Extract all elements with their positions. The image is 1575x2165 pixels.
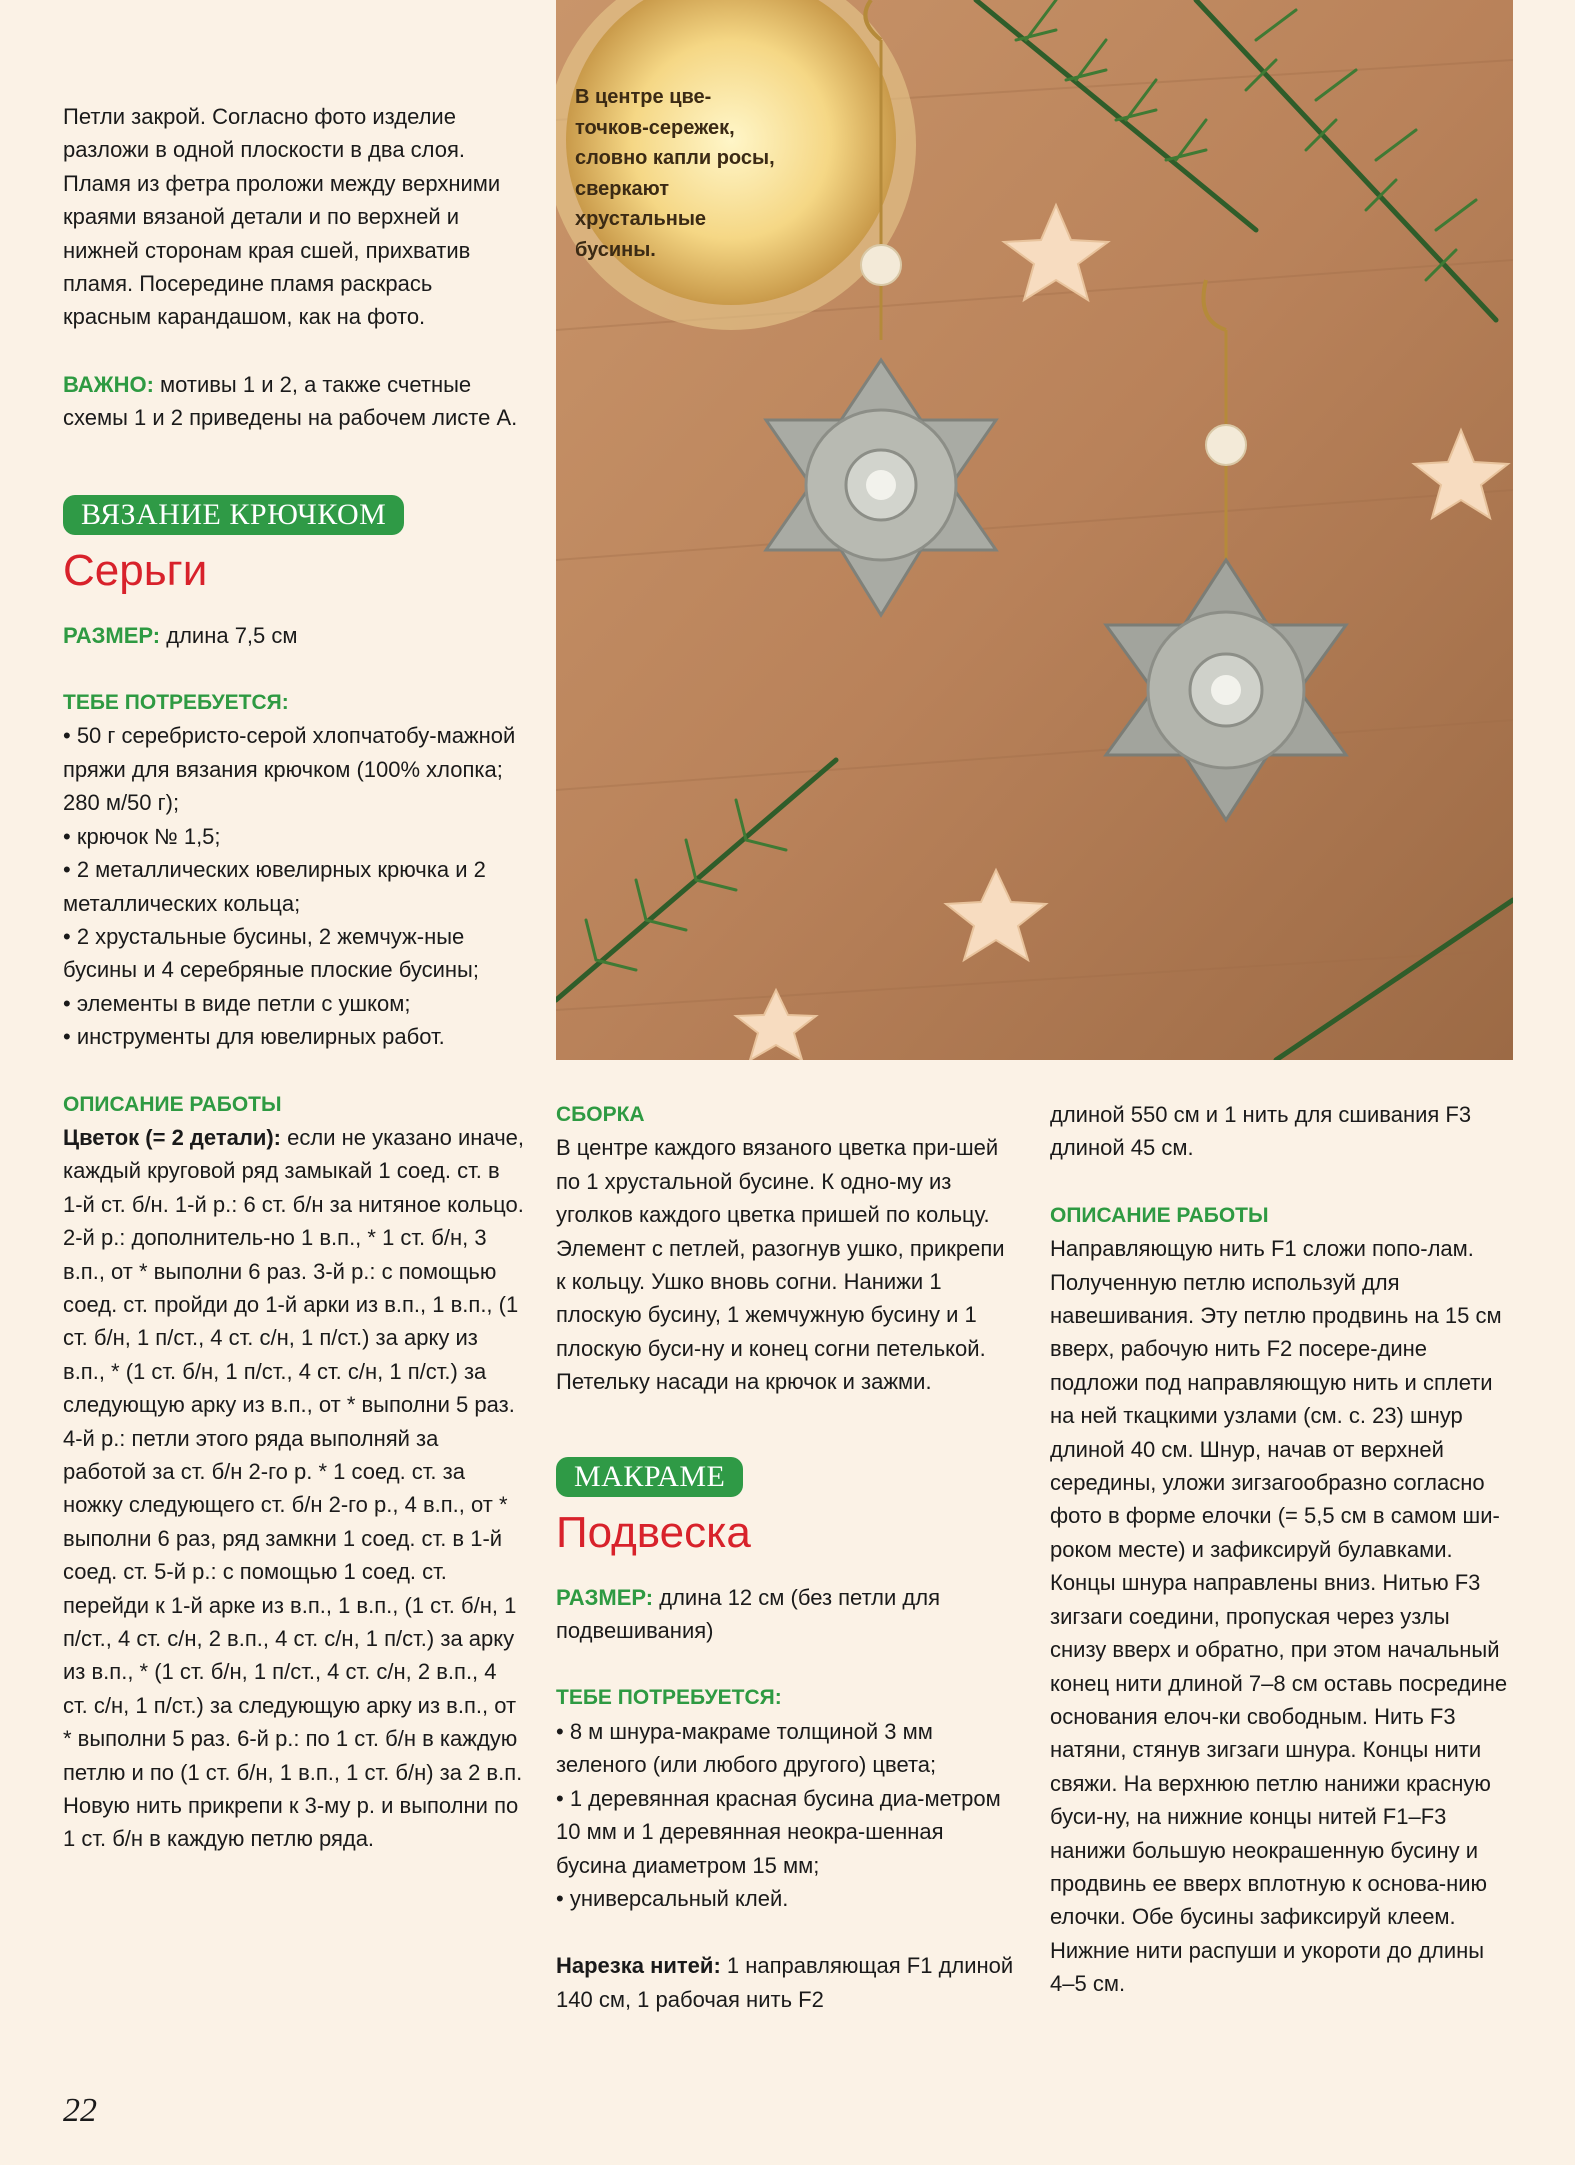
materials-item: • универсальный клей. [556,1885,789,1911]
assembly-heading: СБОРКА [556,1103,645,1126]
section-title-pendant: Подвеска [556,1507,751,1557]
section-title-earrings: Серьги [63,545,208,595]
important-label: ВАЖНО: [63,371,154,397]
important-text: мотивы 1 и 2, а также счетные схемы 1 и 2 приведены на рабочем листе А. [63,371,518,431]
column-middle [556,1098,1018,2016]
materials-item: • 8 м шнура-макраме толщиной 3 мм зеленого (или любого другого) цвета; [556,1718,937,1778]
materials-item: • крючок № 1,5; [63,823,221,849]
materials-item: • 2 металлических ювелирных крючка и 2 металлических кольца; [63,857,486,916]
materials-item: • инструменты для ювелирных работ. [63,1024,445,1050]
size-text: длина 7,5 см [160,622,298,648]
size-label: РАЗМЕР: [556,1584,654,1610]
cut-continuation: длиной 550 см и 1 нить для сшивания F3 длиной 45 см. [1050,1102,1472,1161]
work-bold-lead: Цветок (= 2 детали): [63,1124,282,1150]
work-description [63,1121,525,1856]
materials-heading: ТЕБЕ ПОТРЕБУЕТСЯ: [556,1686,782,1710]
cut-label: Нарезка нитей: [556,1953,721,1979]
photo-caption: В центре цве-точков-сережек, словно капли росы, сверкают хрустальные бусины. [575,86,775,261]
materials-heading: ТЕБЕ ПОТРЕБУЕТСЯ: [63,691,289,715]
cut-text: 1 направляющая F1 длиной 140 см, 1 рабочая нить F2 [556,1953,1014,2012]
column-right [1050,1098,1512,2001]
materials-item: • 1 деревянная красная бусина диа-метром 10 мм и 1 деревянная неокра-шенная бусина диаметром 15 мм; [556,1785,1001,1878]
assembly-text: В центре каждого вязаного цветка при-шей по 1 хрустальной бусине. К одно-му из уголков каждого цветка пришей по кольцу. Элемент с петлей, разогнув ушко, прикрепи к кольцу. Ушко вновь согни. Нанижи 1 плоскую бусину, 1 жемчужную бусину и 1 плоскую буси-ну и конец согни петелькой. Петельку насади на крючок и зажми. [556,1135,1005,1395]
size-line [556,1581,1018,1648]
materials-item: • 50 г серебристо-серой хлопчатобу-мажной пряжи для вязания крючком (100% хлопка; 280 м/50 г); [63,723,516,816]
materials-item: • элементы в виде петли с ушком; [63,990,411,1016]
section-badge-macrame: МАКРАМЕ [556,1457,743,1497]
materials-item: • 2 хрустальные бусины, 2 жемчуж-ные бусины и 4 серебряные плоские бусины; [63,923,479,983]
work-heading: ОПИСАНИЕ РАБОТЫ [63,1092,282,1116]
important-note [63,368,525,435]
size-label: РАЗМЕР: [63,622,161,648]
work-heading: ОПИСАНИЕ РАБОТЫ [1050,1203,1269,1227]
size-text: длина 12 см (без петли для подвешивания) [556,1584,940,1644]
page-number: 22 [63,2092,97,2129]
work-text: если не указано иначе, каждый круговой ряд замыкай 1 соед. ст. в 1-й ст. б/н. 1-й р.: 6 ст. б/н за нитяное кольцо. 2-й р.: дополнитель-но 1 в.п., * 1 ст. б/н, 3 в.п., от * выполни 6 раз. 3-й р.: с помощью соед. ст. пройди до 1-й арки из в.п., 1 в.п., (1 ст. б/н, 1 п/ст., 4 ст. с/н, 1 п/ст.) за арку из в.п., * (1 ст. б/н, 1 п/ст., 4 ст. с/н, 1 п/ст.) за следующую арку из в.п., от * выполни 5 раз. 4-й р.: петли этого ряда выполняй за работой за ст. б/н 2-го р. * 1 соед. ст. за ножку следующего ст. б/н 2-го р., 4 в.п., от * выполни 6 раз, ряд замкни 1 соед. ст. в 1-й соед. ст. 5-й р.: с помощью 1 соед. ст. перейди к 1-й арке из в.п., 1 в.п., (1 ст. б/н, 1 п/ст., 4 ст. с/н, 2 в.п., 4 ст. с/н, 1 п/ст.) за арку из в.п., * (1 ст. б/н, 1 п/ст., 4 ст. с/н, 2 в.п., 4 ст. с/н, 1 п/ст.) за следующую арку из в.п., от * выполни 5 раз. 6-й р.: по 1 ст. б/н в каждую петлю и по (1 ст. б/н, 1 в.п., 1 ст. б/н) за 2 в.п. Новую нить прикрепи к 3-му р. и выполни по 1 ст. б/н в каждую петлю ряда. [63,1124,525,1852]
size-line [63,619,525,652]
intro-paragraph: Петли закрой. Согласно фото изделие разложи в одной плоскости в два слоя. Пламя из фетра проложи между верхними краями вязаной детали и по верхней и нижней сторонам края сшей, прихватив пламя. Посередине пламя раскрась красным карандашом, как на фото. [63,104,501,330]
cut-threads [556,1949,1018,2016]
work-description: Направляющую нить F1 сложи попо-лам. Полученную петлю используй для навешивания. Эту петлю продвинь на 15 см вверх, рабочую нить F2 посере-дине подложи под направляющую нить и сплети на ней ткацкими узлами (см. с. 23) шнур длиной 40 см. Шнур, начав от верхней середины, уложи зигзагообразно согласно фото в форме елочки (= 5,5 см в самом ши-роком месте) и зафиксируй булавками. Концы шнура направлены вниз. Нитью F3 зигзаги соедини, пропуская через узлы снизу вверх и обратно, при этом начальный конец нити длиной 7–8 см оставь посредине основания елоч-ки свободным. Нить F3 натяни, стянув зигзаги шнура. Концы нити свяжи. На верхнюю петлю нанижи красную буси-ну, на нижние концы нитей F1–F3 нанижи большую неокрашенную бусину и продвинь ее вверх вплотную к основа-нию елочки. Обе бусины зафиксируй клеем. Нижние нити распуши и укороти до длины 4–5 см. [1050,1236,1508,1997]
column-left [63,100,525,1856]
section-badge-crochet: ВЯЗАНИЕ КРЮЧКОМ [63,495,404,535]
